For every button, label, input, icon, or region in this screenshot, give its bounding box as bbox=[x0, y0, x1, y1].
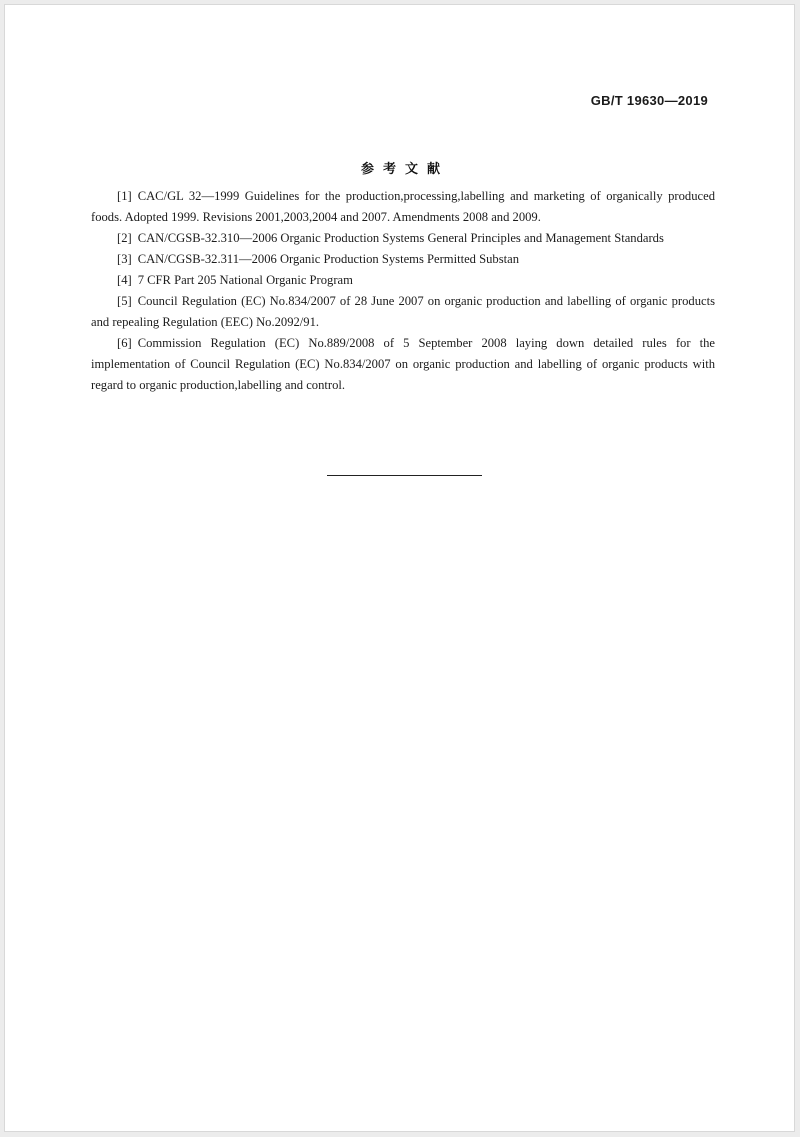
reference-text: Council Regulation (EC) No.834/2007 of 28 June 2007 on organic production and labelling of organic products and repealing Regulation (EEC) No.2092/91. bbox=[91, 294, 715, 329]
reference-item bbox=[91, 333, 715, 396]
reference-number: [3] bbox=[117, 252, 132, 266]
reference-list bbox=[91, 186, 715, 396]
reference-item bbox=[91, 249, 715, 270]
reference-text: CAN/CGSB-32.311—2006 Organic Production Systems Permitted Substan bbox=[137, 252, 519, 266]
document-page bbox=[4, 4, 795, 1132]
reference-number: [4] bbox=[117, 273, 132, 287]
section-title: 参考文献 bbox=[360, 162, 449, 177]
reference-text: CAC/GL 32—1999 Guidelines for the production,processing,labelling and marketing of organically produced foods. Adopted 1999. Revisions 2001,2003,2004 and 2007. Amendments 2008 and 2009. bbox=[91, 189, 715, 224]
end-divider bbox=[327, 475, 482, 476]
reference-text: Commission Regulation (EC) No.889/2008 of 5 September 2008 laying down detailed rules for the implementation of Council Regulation (EC) No.834/2007 on organic production and labelling of organic products with regard to organic production,labelling and control. bbox=[91, 336, 715, 392]
reference-text: CAN/CGSB-32.310—2006 Organic Production Systems General Principles and Management Standards bbox=[137, 231, 664, 245]
reference-item bbox=[91, 270, 715, 291]
reference-number: [2] bbox=[117, 231, 132, 245]
reference-number: [1] bbox=[117, 189, 132, 203]
reference-item bbox=[91, 291, 715, 333]
standard-code: GB/T 19630—2019 bbox=[590, 93, 708, 108]
reference-item bbox=[91, 186, 715, 228]
reference-text: 7 CFR Part 205 National Organic Program bbox=[137, 273, 353, 287]
reference-number: [5] bbox=[117, 294, 132, 308]
reference-item bbox=[91, 228, 715, 249]
reference-number: [6] bbox=[117, 336, 132, 350]
